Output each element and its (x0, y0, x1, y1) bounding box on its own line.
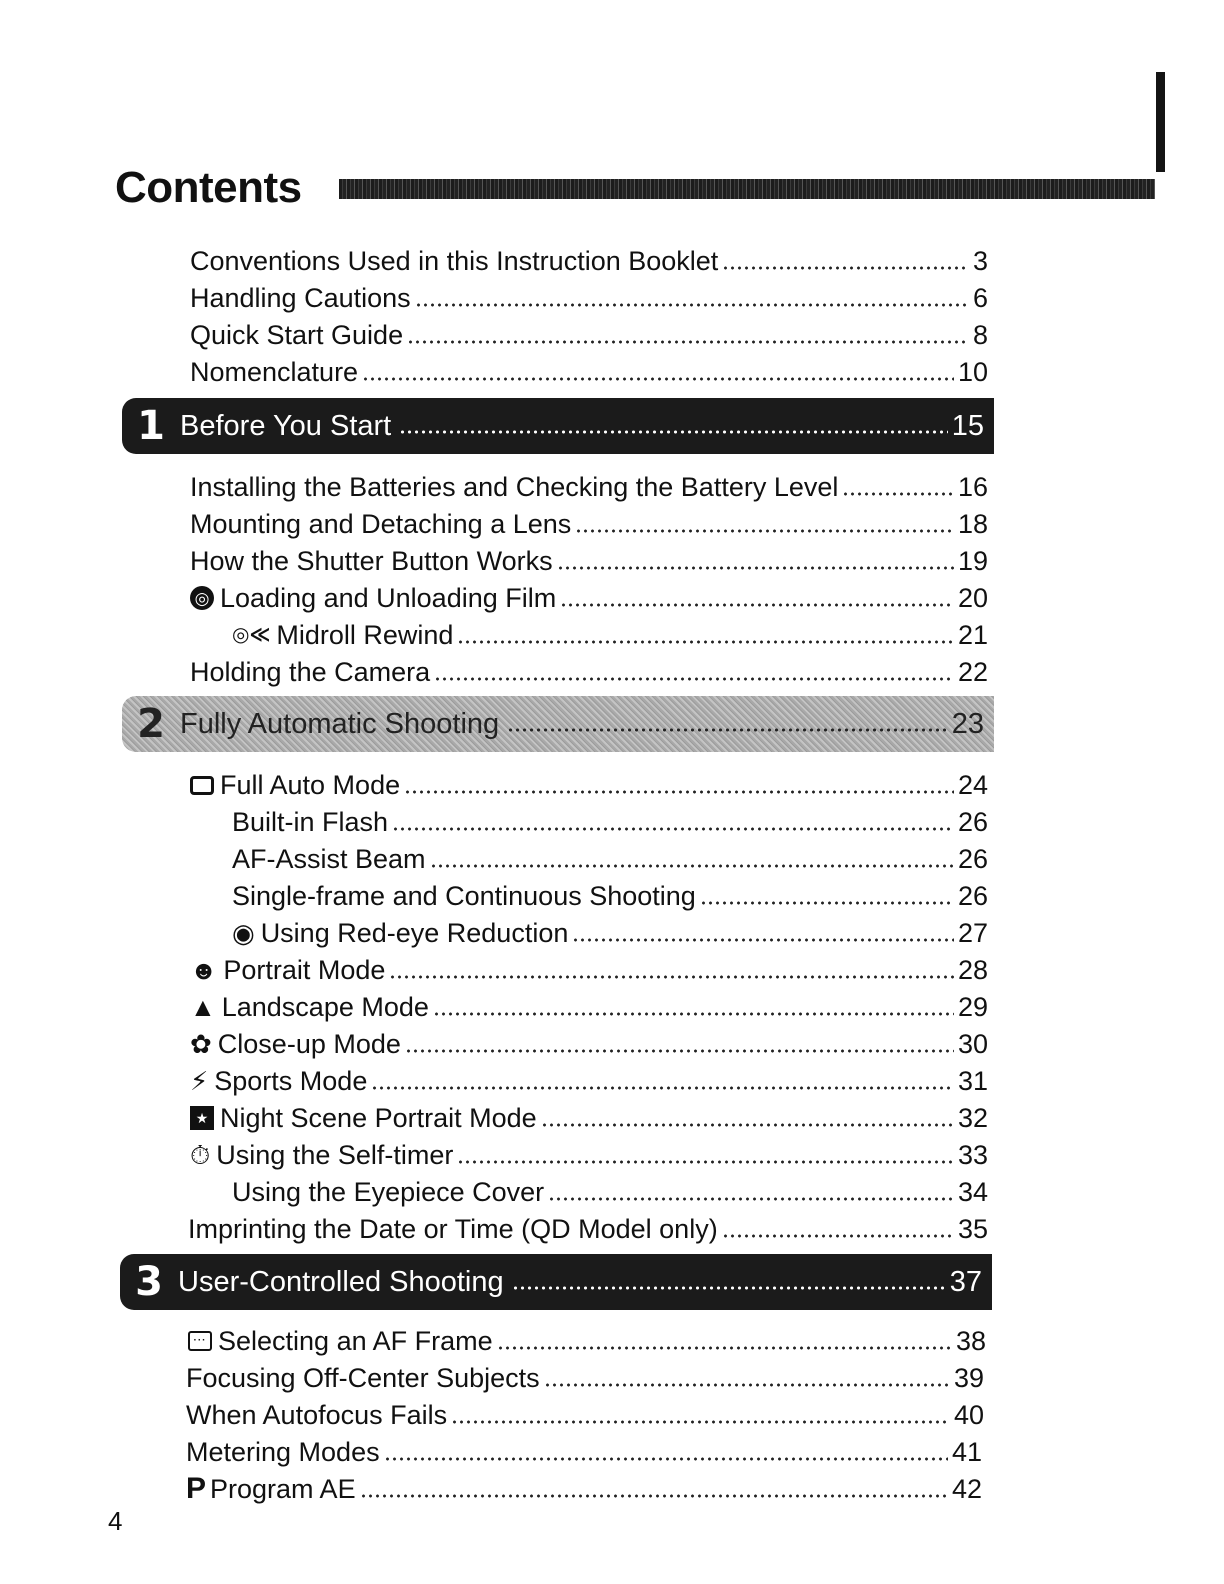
toc-entry-page: 10 (957, 357, 988, 387)
toc-entry-page: 42 (951, 1474, 982, 1504)
section-page: 15 (951, 409, 984, 442)
toc-entry-label: Nomenclature (190, 357, 359, 387)
toc-entry[interactable] (190, 466, 988, 504)
toc-entry-label: Midroll Rewind (276, 620, 454, 650)
dot-leader (433, 1012, 954, 1016)
dot-leader (575, 529, 954, 533)
dot-leader (384, 1457, 948, 1461)
dot-leader (548, 1197, 954, 1201)
toc-entry-label: Holding the Camera (190, 657, 431, 687)
dot-leader (557, 566, 954, 570)
toc-entry-label: Program AE (210, 1474, 356, 1504)
toc-entry[interactable] (190, 351, 988, 389)
toc-entry[interactable] (232, 912, 988, 950)
title-rule (339, 179, 1155, 199)
dot-leader (507, 728, 948, 732)
toc-entry[interactable] (190, 1060, 988, 1098)
toc-entry[interactable] (232, 875, 988, 913)
dot-leader (392, 827, 954, 831)
toc-entry-page: 34 (957, 1177, 988, 1207)
toc-entry-label: Using Red-eye Reduction (260, 918, 569, 948)
toc-entry-label: When Autofocus Fails (186, 1400, 448, 1430)
toc-entry[interactable] (186, 1468, 982, 1506)
toc-entry[interactable] (186, 1431, 982, 1469)
toc-entry[interactable] (190, 651, 988, 689)
dot-leader (360, 1494, 948, 1498)
dot-leader (362, 377, 954, 381)
toc-entry-page: 8 (972, 320, 988, 350)
toc-entry-label: Imprinting the Date or Time (QD Model only) (188, 1214, 718, 1244)
toc-entry-page: 28 (957, 955, 988, 985)
toc-entry-page: 16 (957, 472, 988, 502)
dot-leader (430, 864, 954, 868)
toc-entry-page: 32 (957, 1103, 988, 1133)
toc-entry-label: Using the Eyepiece Cover (232, 1177, 545, 1207)
toc-entry-page: 29 (957, 992, 988, 1022)
toc-entry-label: Loading and Unloading Film (220, 583, 557, 613)
dot-leader (405, 1049, 954, 1053)
toc-entry-page: 40 (953, 1400, 984, 1430)
toc-entry-label: Handling Cautions (190, 283, 411, 313)
toc-entry-label: Focusing Off-Center Subjects (186, 1363, 540, 1393)
page-number: 4 (108, 1506, 123, 1536)
toc-entry-label: Close-up Mode (217, 1029, 401, 1059)
section-header-fully-automatic-shooting[interactable] (122, 696, 994, 752)
dot-leader (572, 938, 954, 942)
page-edge-bar (1156, 72, 1165, 172)
toc-entry[interactable] (190, 540, 988, 578)
contents-header (115, 160, 1155, 216)
toc-entry[interactable] (190, 240, 988, 278)
toc-entry[interactable] (186, 1357, 984, 1395)
toc-entry-label: AF-Assist Beam (232, 844, 426, 874)
toc-entry-page: 26 (957, 807, 988, 837)
toc-entry[interactable] (188, 1208, 988, 1246)
toc-entry-label: Conventions Used in this Instruction Booklet (190, 246, 719, 276)
toc-entry-label: Selecting an AF Frame (218, 1326, 493, 1356)
section-header-before-you-start[interactable] (122, 398, 994, 454)
section-title: Before You Start (180, 409, 392, 442)
portrait-icon: ☻ (190, 955, 218, 985)
dot-leader (544, 1383, 950, 1387)
toc-entry[interactable] (188, 1320, 986, 1358)
toc-entry[interactable] (232, 1171, 988, 1209)
toc-entry[interactable] (190, 577, 988, 615)
self-timer-icon: ⏱ (190, 1140, 211, 1170)
toc-entry[interactable] (190, 1134, 988, 1172)
dot-leader (842, 492, 954, 496)
red-eye-icon: ◉ (232, 918, 255, 948)
toc-entry[interactable] (232, 838, 988, 876)
toc-entry-page: 6 (972, 283, 988, 313)
section-number: 3 (135, 1259, 163, 1305)
midroll-rewind-icon: ◎≪ (232, 624, 271, 646)
toc-entry-page: 30 (957, 1029, 988, 1059)
landscape-icon: ▲ (190, 992, 216, 1022)
toc-entry-label: How the Shutter Button Works (190, 546, 553, 576)
dot-leader (451, 1420, 950, 1424)
section-title: User-Controlled Shooting (178, 1265, 504, 1298)
toc-entry[interactable] (190, 764, 988, 802)
toc-entry-label: Installing the Batteries and Checking the Battery Level (190, 472, 839, 502)
toc-entry-page: 38 (955, 1326, 986, 1356)
dot-leader (389, 975, 954, 979)
dot-leader (497, 1346, 952, 1350)
toc-entry[interactable] (190, 503, 988, 541)
dot-leader (404, 790, 954, 794)
toc-entry[interactable] (190, 986, 988, 1024)
dot-leader (722, 1234, 954, 1238)
section-page: 23 (951, 707, 984, 740)
toc-entry-label: Built-in Flash (232, 807, 389, 837)
dot-leader (399, 430, 948, 434)
toc-entry-page: 26 (957, 844, 988, 874)
toc-entry-label: Quick Start Guide (190, 320, 404, 350)
toc-entry-page: 20 (957, 583, 988, 613)
toc-entry[interactable] (190, 1097, 988, 1135)
toc-entry-page: 3 (972, 246, 988, 276)
night-scene-icon: ★ (190, 1106, 214, 1130)
toc-entry-label: Night Scene Portrait Mode (220, 1103, 537, 1133)
toc-entry-label: Using the Self-timer (216, 1140, 454, 1170)
toc-entry-page: 19 (957, 546, 988, 576)
section-header-user-controlled-shooting[interactable] (120, 1254, 992, 1310)
dot-leader (700, 901, 954, 905)
sports-icon: ⚡ (190, 1066, 209, 1096)
toc-entry-page: 33 (957, 1140, 988, 1170)
section-number: 1 (137, 403, 165, 449)
toc-entry-page: 26 (957, 881, 988, 911)
section-title: Fully Automatic Shooting (180, 707, 500, 740)
program-ae-icon: P (186, 1472, 207, 1505)
toc-entry[interactable] (232, 614, 988, 652)
section-number: 2 (137, 701, 165, 747)
toc-entry-page: 27 (957, 918, 988, 948)
toc-entry-label: Landscape Mode (221, 992, 429, 1022)
toc-entry-page: 24 (957, 770, 988, 800)
toc-entry-page: 22 (957, 657, 988, 687)
dot-leader (560, 603, 954, 607)
film-load-icon: ◎ (190, 586, 214, 610)
toc-entry[interactable] (190, 314, 988, 352)
af-frame-icon: ··· (188, 1331, 212, 1351)
toc-entry-label: Full Auto Mode (220, 770, 401, 800)
toc-entry[interactable] (190, 277, 988, 315)
toc-entry-page: 39 (953, 1363, 984, 1393)
toc-entry-label: Sports Mode (214, 1066, 368, 1096)
toc-entry-page: 21 (957, 620, 988, 650)
toc-entry-label: Portrait Mode (223, 955, 386, 985)
section-page: 37 (949, 1265, 982, 1298)
dot-leader (512, 1286, 946, 1290)
dot-leader (541, 1123, 954, 1127)
toc-entry-page: 41 (951, 1437, 982, 1467)
dot-leader (457, 1160, 954, 1164)
toc-entry-page: 31 (957, 1066, 988, 1096)
dot-leader (371, 1086, 954, 1090)
dot-leader (415, 303, 969, 307)
dot-leader (457, 640, 954, 644)
toc-entry[interactable] (186, 1394, 984, 1432)
flower-icon: ✿ (190, 1029, 212, 1059)
toc-entry[interactable] (232, 801, 988, 839)
toc-entry-label: Metering Modes (186, 1437, 380, 1467)
toc-entry-label: Single-frame and Continuous Shooting (232, 881, 696, 911)
toc-entry[interactable] (190, 1023, 988, 1061)
full-auto-icon (190, 776, 214, 795)
dot-leader (722, 266, 969, 270)
dot-leader (434, 677, 954, 681)
toc-entry-label: Mounting and Detaching a Lens (190, 509, 572, 539)
toc-entry-page: 35 (957, 1214, 988, 1244)
toc-entry[interactable] (190, 949, 988, 987)
dot-leader (407, 340, 969, 344)
toc-entry-page: 18 (957, 509, 988, 539)
page-title: Contents (115, 163, 302, 212)
